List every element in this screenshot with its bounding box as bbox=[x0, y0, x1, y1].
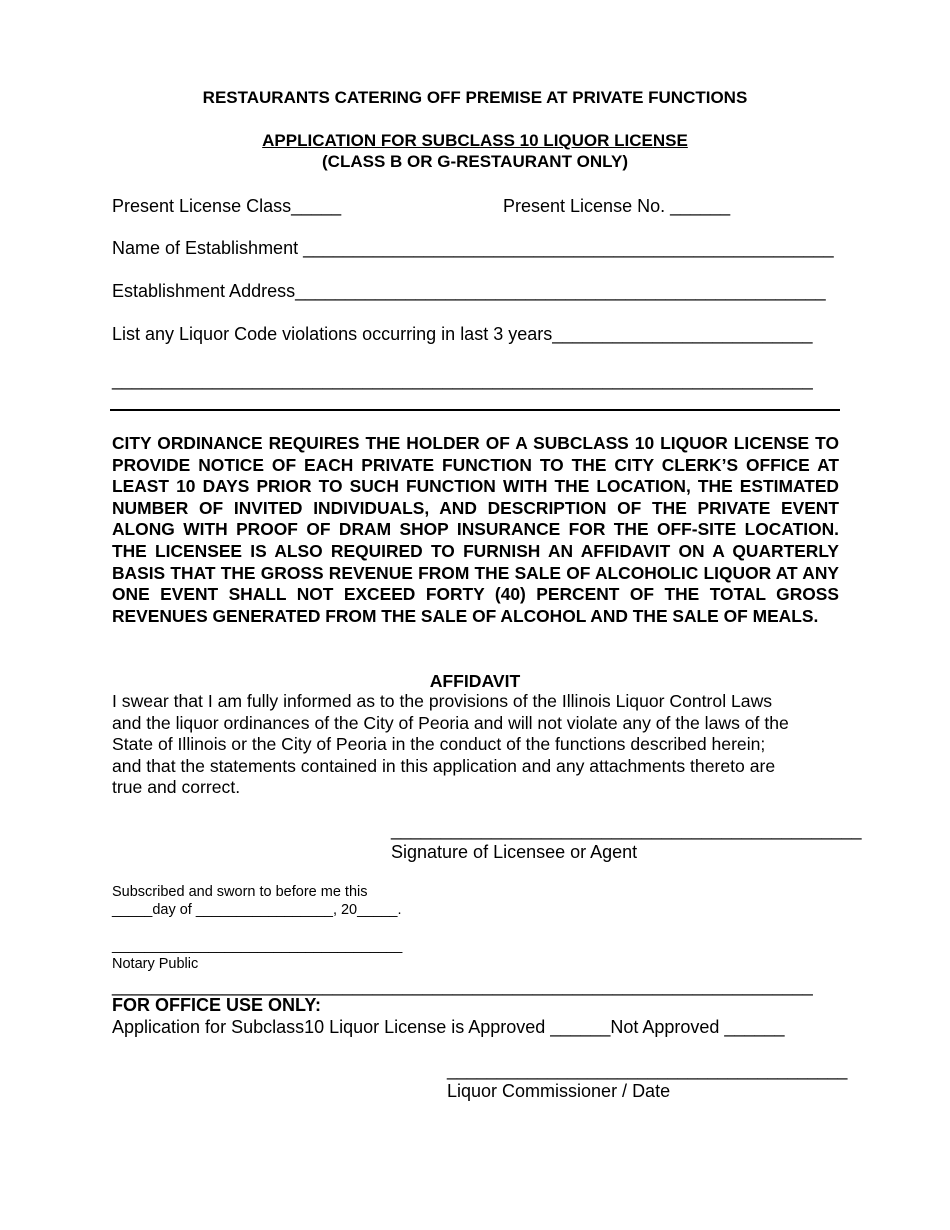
form-subtitle-line2: (CLASS B OR G-RESTAURANT ONLY) bbox=[322, 152, 628, 171]
sworn-statement: Subscribed and sworn to before me this bbox=[112, 884, 368, 900]
office-section-divider: ______________________________________________________________________ bbox=[112, 976, 813, 996]
violations-field[interactable]: List any Liquor Code violations occurring in last 3 years__________________________ bbox=[112, 324, 813, 344]
ordinance-notice: CITY ORDINANCE REQUIRES THE HOLDER OF A SUBCLASS 10 LIQUOR LICENSE TO PROVIDE NOTICE OF EACH PRIVATE FUNCTION TO THE CITY CLERK’S OFFICE AT LEAST 10 DAYS PRIOR TO SUCH FUNCTION WITH THE LOCATION, THE ESTIMATED NUMBER OF INVITED INDIVIDUALS, AND DESCRIPTION OF THE PRIVATE EVENT ALONG WITH PROOF OF DRAM SHOP INSURANCE FOR THE OFF-SITE LOCATION. THE LICENSEE IS ALSO REQUIRED TO FURNISH AN AFFIDAVIT ON A QUARTERLY BASIS THAT THE GROSS REVENUE FROM THE SALE OF ALCOHOLIC LIQUOR AT ANY ONE EVENT SHALL NOT EXCEED FORTY (40) PERCENT OF THE TOTAL GROSS REVENUES GENERATED FROM THE SALE OF ALCOHOL AND THE SALE OF MEALS. bbox=[112, 433, 839, 626]
affidavit-line: I swear that I am fully informed as to the provisions of the Illinois Liquor Control Laws bbox=[112, 691, 773, 711]
form-title: RESTAURANTS CATERING OFF PREMISE AT PRIVATE FUNCTIONS bbox=[202, 88, 748, 107]
affidavit-line: State of Illinois or the City of Peoria in the conduct of the functions described herein; bbox=[112, 734, 766, 754]
signature-line[interactable]: _______________________________________________ bbox=[391, 820, 862, 840]
establishment-name-field[interactable]: Name of Establishment _____________________________________________________ bbox=[112, 238, 834, 258]
notary-signature-line[interactable]: ____________________________________ bbox=[112, 938, 403, 954]
form-subtitle-line1: APPLICATION FOR SUBCLASS 10 LIQUOR LICENSE bbox=[262, 131, 688, 150]
signature-label: Signature of Licensee or Agent bbox=[391, 842, 638, 862]
commissioner-label: Liquor Commissioner / Date bbox=[447, 1081, 671, 1101]
approval-line[interactable]: Application for Subclass10 Liquor License is Approved ______Not Approved ______ bbox=[112, 1017, 785, 1037]
affidavit-line: and that the statements contained in this application and any attachments thereto are bbox=[112, 755, 776, 776]
commissioner-signature-line[interactable]: ________________________________________ bbox=[447, 1060, 848, 1080]
sworn-date-line[interactable]: _____day of _________________, 20_____. bbox=[112, 902, 402, 918]
establishment-address-field[interactable]: Establishment Address_____________________________________________________ bbox=[112, 281, 826, 301]
affidavit-line: true and correct. bbox=[112, 777, 241, 797]
notary-label: Notary Public bbox=[112, 956, 199, 972]
section-divider bbox=[110, 409, 840, 411]
present-license-class-field[interactable]: Present License Class_____ bbox=[112, 196, 342, 216]
affidavit-line: and the liquor ordinances of the City of Peoria and will not violate any of the laws of the bbox=[112, 712, 789, 733]
office-use-heading: FOR OFFICE USE ONLY: bbox=[112, 995, 322, 1015]
violations-continuation-line[interactable]: ______________________________________________________________________ bbox=[112, 370, 813, 390]
affidavit-text bbox=[112, 691, 842, 799]
present-license-no-field[interactable]: Present License No. ______ bbox=[503, 196, 731, 216]
affidavit-heading: AFFIDAVIT bbox=[429, 671, 521, 691]
